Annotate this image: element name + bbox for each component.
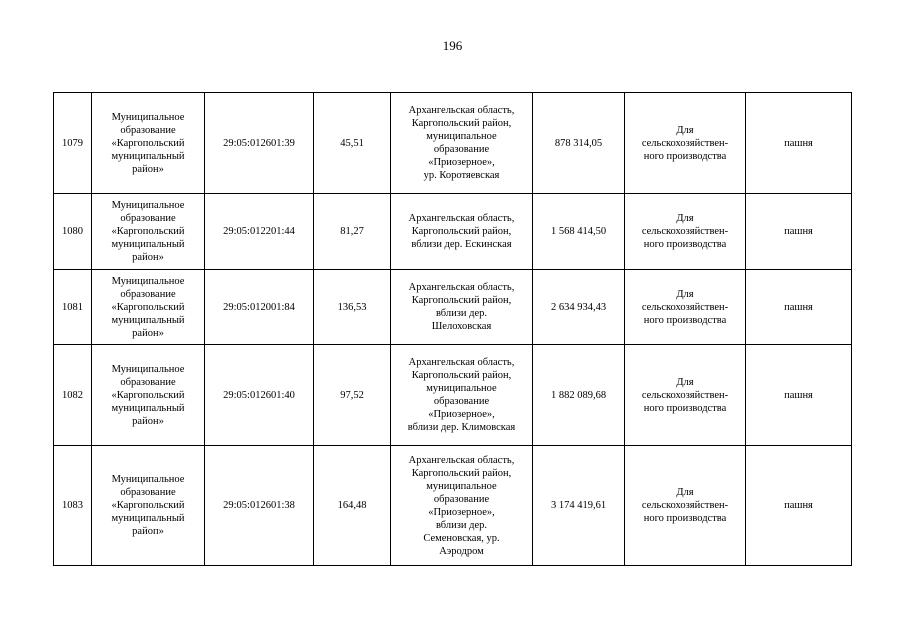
owner-cell: Муниципальное образование «Каргопольский муниципальный район»: [92, 270, 205, 345]
cadastral-number-cell: 29:05:012001:84: [205, 270, 314, 345]
owner-cell: Муниципальное образование «Каргопольский муниципальный райоп»: [92, 446, 205, 566]
owner-cell: Муниципальное образование «Каргопольский муниципальный район»: [92, 345, 205, 446]
area-cell: 81,27: [314, 194, 391, 270]
purpose-cell: Для сельскохозяйствен- ного производства: [625, 194, 746, 270]
purpose-cell: Для сельскохозяйствен- ного производства: [625, 345, 746, 446]
land-use-cell: пашня: [746, 345, 852, 446]
cadastral-number-cell: 29:05:012601:40: [205, 345, 314, 446]
owner-cell: Муниципальное образование «Каргопольский муниципальный район»: [92, 194, 205, 270]
table-row: [54, 93, 852, 194]
land-use-cell: пашня: [746, 446, 852, 566]
location-cell: Архангельская область, Каргопольский район, вблизи дер. Ескинская: [391, 194, 533, 270]
table-row: [54, 270, 852, 345]
cadastral-value-cell: 1 882 089,68: [533, 345, 625, 446]
land-use-cell: пашня: [746, 270, 852, 345]
cadastral-value-cell: 3 174 419,61: [533, 446, 625, 566]
row-number-cell: 1081: [54, 270, 92, 345]
cadastral-value-cell: 878 314,05: [533, 93, 625, 194]
location-cell: Архангельская область, Каргопольский район, муниципальное образование «Приозерное», вблизи дер. Климовская: [391, 345, 533, 446]
cadastral-value-cell: 1 568 414,50: [533, 194, 625, 270]
cadastral-number-cell: 29:05:012601:39: [205, 93, 314, 194]
cadastral-number-cell: 29:05:012601:38: [205, 446, 314, 566]
area-cell: 136,53: [314, 270, 391, 345]
purpose-cell: Для сельскохозяйствен- ного производства: [625, 93, 746, 194]
land-register-table: [53, 92, 852, 566]
area-cell: 97,52: [314, 345, 391, 446]
owner-cell: Муниципальное образование «Каргопольский муниципальный район»: [92, 93, 205, 194]
land-use-cell: пашня: [746, 93, 852, 194]
row-number-cell: 1080: [54, 194, 92, 270]
purpose-cell: Для сельскохозяйствен- ного производства: [625, 446, 746, 566]
cadastral-value-cell: 2 634 934,43: [533, 270, 625, 345]
location-cell: Архангельская область, Каргопольский район, вблизи дер. Шелоховская: [391, 270, 533, 345]
page-number: 196: [442, 38, 463, 53]
table-row: [54, 446, 852, 566]
row-number-cell: 1079: [54, 93, 92, 194]
location-cell: Архангельская область, Каргопольский район, муниципальное образование «Приозерное», вблизи дер. Семеновская, ур. Аэродром: [391, 446, 533, 566]
cadastral-number-cell: 29:05:012201:44: [205, 194, 314, 270]
row-number-cell: 1082: [54, 345, 92, 446]
purpose-cell: Для сельскохозяйствен- ного производства: [625, 270, 746, 345]
area-cell: 45,51: [314, 93, 391, 194]
area-cell: 164,48: [314, 446, 391, 566]
table-row: [54, 194, 852, 270]
row-number-cell: 1083: [54, 446, 92, 566]
table-row: [54, 345, 852, 446]
location-cell: Архангельская область, Каргопольский район, муниципальное образование «Приозерное», ур. Коротяевская: [391, 93, 533, 194]
land-use-cell: пашня: [746, 194, 852, 270]
